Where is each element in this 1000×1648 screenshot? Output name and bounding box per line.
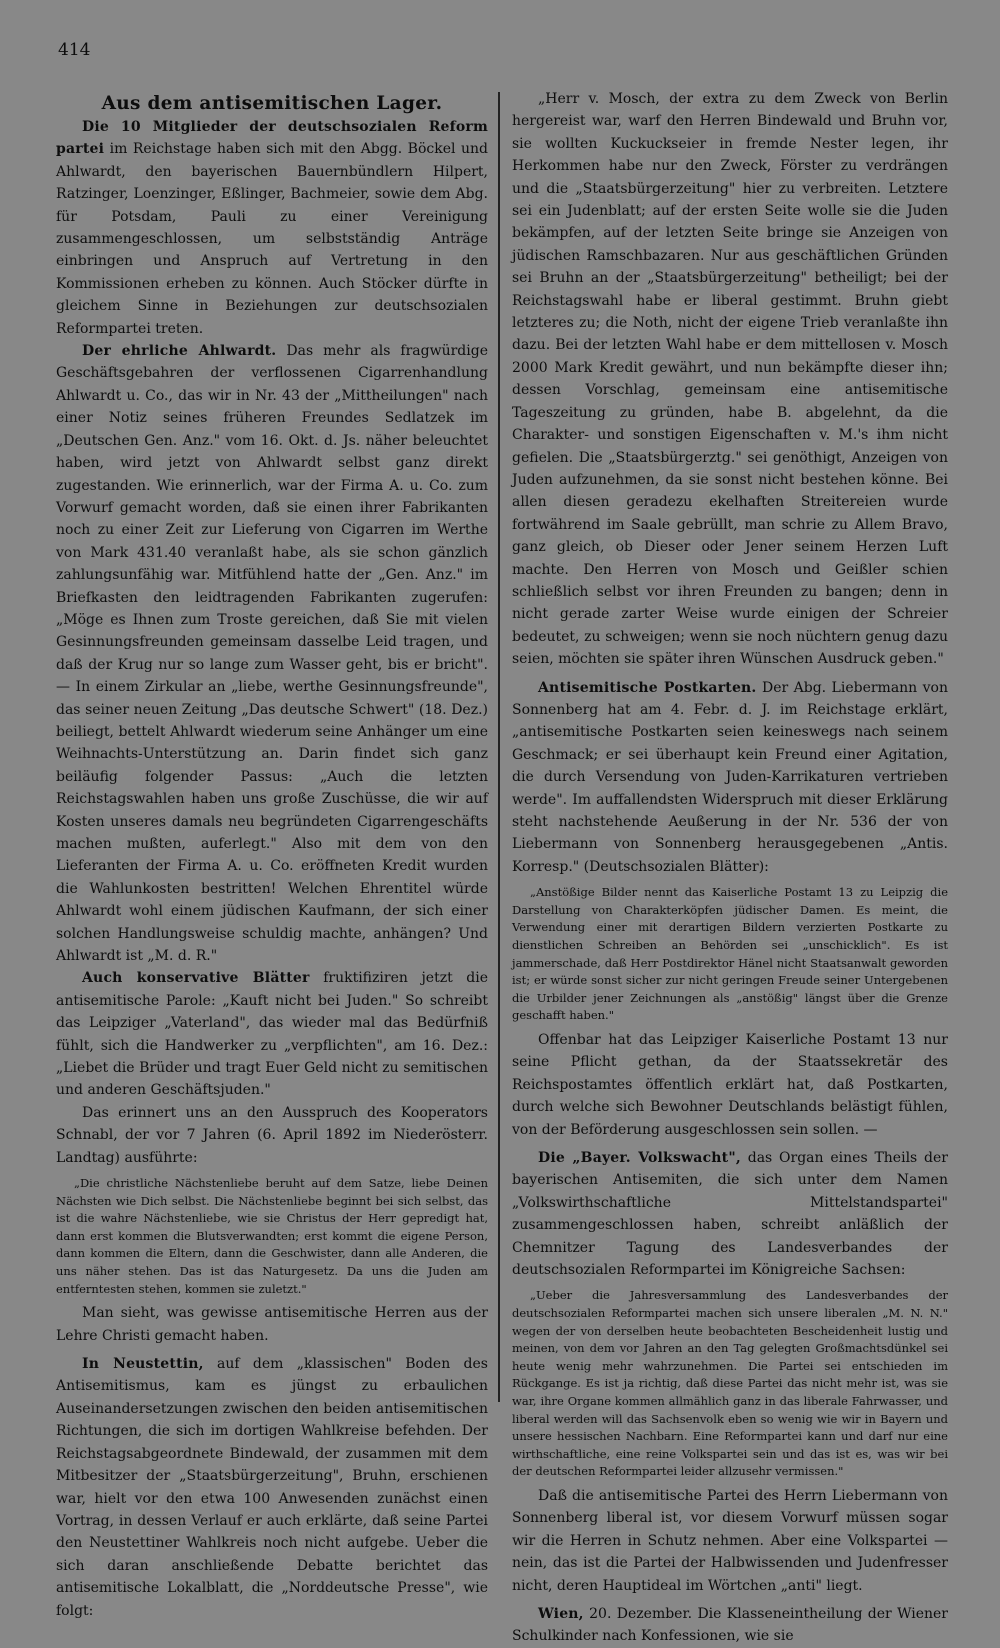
article-konservative: [56, 967, 488, 1101]
article-paragraph: Das erinnert uns an den Ausspruch des Kooperators Schnabl, der vor 7 Jahren (6. April 1892 im Niederösterr. Landtag) ausführte:: [56, 1104, 488, 1166]
article-text: Der Abg. Liebermann von Sonnenberg hat am 4. Febr. d. J. im Reichstage erklärt, „antisemitische Postkarten seien keineswegs nach seinem Geschmack; er sei überhaupt kein Freund einer Agitation, die durch Versendung von Juden-Karrikaturen vertrieben werde". Im auffallendsten Widerspruch mit dieser Erklärung steht nachstehende Aeußerung in der Nr. 536 der von Liebermann von Sonnenberg herausgegebenen „Antis. Korresp." (Deutschsozialen Blätter):: [512, 679, 949, 875]
article-heading: Wien,: [538, 1606, 584, 1622]
left-column: [56, 92, 488, 1622]
article-text: im Reichstage haben sich mit den Abgg. Böckel und Ahlwardt, den bayerischen Bauernbündlern Hilpert, Ratzinger, Loenzinger, Eßlinger, Bachmeier, sowie dem Abg. für Potsdam, Pauli zu einer Vereinigung zusammengeschlossen, um selbstständig Anträge einbringen und Anspruch auf Vertretung in den Kommissionen erheben zu können. Auch Stöcker dürfte in gleichem Sinne in Beziehungen zur deutschsozialen Reformpartei treten.: [56, 141, 488, 337]
block-quote: „Die christliche Nächstenliebe beruht auf dem Satze, liebe Deinen Nächsten wie Dich selbst. Die Nächstenliebe beginnt bei sich selbst, das ist die wahre Nächstenliebe, wie sie Christus der Herr gepredigt hat, dann erst kommen die Blutsverwandten; erst kommt die eigene Person, dann kommen die Eltern, dann die Geschwister, dann alle Anderen, die uns näher stehen. Das ist das Naturgesetz. Da uns die Juden am entferntesten stehen, kommen sie zuletzt.": [56, 1176, 488, 1296]
article-paragraph: Man sieht, was gewisse antisemitische Herren aus der Lehre Christi gemacht haben.: [56, 1305, 488, 1344]
article-heading: Antisemitische Postkarten.: [538, 679, 757, 696]
article-heading: Die „Bayer. Volkswacht",: [538, 1150, 741, 1166]
section-title: Aus dem antisemitischen Lager.: [101, 93, 443, 114]
column-divider: [498, 92, 500, 1402]
article-paragraph: Offenbar hat das Leipziger Kaiserliche Postamt 13 nur seine Pflicht gethan, da der Staatssekretär des Reichspostamtes öffentlich erklärt hat, daß Postkarten, durch welche sich Bewohner Deutschlands belästigt fühlen, von der Beförderung ausgeschlossen sein sollen. —: [512, 1031, 948, 1138]
article-reform-partei: [56, 116, 488, 340]
article-paragraph: Daß die antisemitische Partei des Herrn Liebermann von Sonnenberg liberal ist, vor diesem Vorwurf müssen sogar wir die Herren in Schutz nehmen. Aber eine Volkspartei — nein, das ist die Partei der Halbwissenden und Judenfresser nicht, deren Hauptideal im Wörtchen „anti" liegt.: [512, 1487, 948, 1594]
article-heading: Auch konservative Blätter: [82, 970, 310, 987]
article-paragraph: „Herr v. Mosch, der extra zu dem Zweck von Berlin hergereist war, warf den Herren Bindewald und Bruhn vor, sie wollten Kuckuckseier in fremde Nester legen, ihr Herkommen habe nur den Zweck, Förster zu verdrängen und die „Staatsbürgerzeitung" hier zu verbreiten. Letztere sei ein Judenblatt; auf der ersten Seite wolle sie die Juden bekämpfen, auf der letzten Seite bringe sie Anzeigen von jüdischen Ramschbazaren. Nur aus geschäftlichen Gründen sei Bruhn an der „Staatsbürgerzeitung" betheiligt; bei der Reichstagswahl habe er liberal gestimmt. Bruhn giebt letzteres zu; die Noth, nicht der eigene Trieb veranlaßte ihn dazu. Bei der letzten Wahl habe er dem mittellosen v. Mosch 2000 Mark Kredit gewährt, und nun bekämpfte dieser ihn; dessen Vorschlag, gemeinsam eine antisemitische Tageszeitung zu gründen, habe B. abgelehnt, da die Charakter- und sonstigen Eigenschaften v. M.'s ihm nicht gefielen. Die „Staatsbürgerztg." sei genöthigt, Anzeigen von Juden aufzunehmen, da sie sonst nicht bestehen könne. Bei allen diesen geradezu ekelhaften Streitereien wurde fortwährend im Saale gebrüllt, man schrie zu Allem Bravo, ganz gleich, ob Dieser oder Jener seinem Herzen Luft machte. Den Herren von Mosch und Geißler schien schließlich selbst vor ihren Freunden zu bangen; denn in nicht gerade zarter Weise wurde einigen der Schreier bedeutet, zu schweigen; wenn sie noch nüchtern genug dazu seien, möchten sie später ihren Wünschen Ausdruck geben.": [512, 91, 948, 668]
article-heading: In Neustettin,: [82, 1356, 204, 1373]
article-neustettin: [56, 1353, 488, 1622]
article-postkarten: [512, 677, 948, 879]
article-text: fruktifiziren jetzt die antisemitische Parole: „Kauft nicht bei Juden." So schreibt das Leipziger „Vaterland", das wieder mal das Bedürfniß fühlt, sich die Handwerker zu „verpflichten", am 16. Dez.: „Liebet die Brüder und tragt Euer Geld nicht zu semitischen und anderen Geschäftsjuden.": [56, 970, 489, 1099]
article-ahlwardt: [56, 340, 488, 967]
block-quote: „Anstößige Bilder nennt das Kaiserliche Postamt 13 zu Leipzig die Darstellung von Charakterköpfen jüdischer Damen. Es meint, die Verwendung einer mit derartigen Bildern verzierten Postkarte zu dienstlichen Schreiben an Behörden sei „unschicklich". Es ist jammerschade, daß Herr Postdirektor Hänel nicht Staatsanwalt geworden ist; er würde sonst sicher zur nicht geringen Freude seiner Untergebenen die Urbilder jener Zeichnungen als „anstößig" längst über die Grenze geschafft haben.": [512, 885, 948, 1023]
article-heading: Der ehrliche Ahlwardt.: [82, 343, 277, 360]
article-text: 20. Dezember. Die Klasseneintheilung der Wiener Schulkinder nach Konfessionen, wie sie: [512, 1606, 948, 1645]
article-heading: Die 10 Mitglieder der deutschsozialen Reform partei: [56, 119, 488, 158]
page-number: 414: [58, 40, 91, 60]
article-wien: [512, 1603, 948, 1648]
right-column: [512, 88, 948, 1648]
article-text: Das mehr als fragwürdige Geschäftsgebahren der verflossenen Cigarrenhandlung Ahlwardt u. Co., das wir in Nr. 43 der „Mittheilungen" nach einer Notiz seines früheren Freundes Sedlatzek im „Deutschen Gen. Anz." vom 16. Okt. d. Js. näher beleuchtet haben, wird jetzt von Ahlwardt selbst ganz direkt zugestanden. Wie erinnerlich, war der Firma A. u. Co. zum Vorwurf gemacht worden, daß sie einen ihrer Fabrikanten noch zu einer Zeit zur Lieferung von Cigarren im Werthe von Mark 431.40 veranlaßt habe, als sie schon gänzlich zahlungsunfähig war. Mitfühlend hatte der „Gen. Anz." im Briefkasten den leidtragenden Fabrikanten zugerufen: „Möge es Ihnen zum Troste gereichen, daß Sie mit vielen Gesinnungsfreunden gemeinsam dasselbe Leid tragen, und daß der Krug nur so lange zum Wasser geht, bis er bricht". — In einem Zirkular an „liebe, werthe Gesinnungsfreunde", das seiner neuen Zeitung „Das deutsche Schwert" (18. Dez.) beiliegt, bettelt Ahlwardt wiederum seine Anhänger um eine Weihnachts-Unterstützung an. Darin findet sich ganz beiläufig folgender Passus: „Auch die letzten Reichstagswahlen haben uns große Zuschüsse, die wir auf Kosten unseres damals neu begründeten Cigarrengeschäfts machen mußten, auferlegt." Also mit dem von den Lieferanten der Firma A. u. Co. eröffneten Kredit wurden die Wahlunkosten bestritten! Welchen Ehrentitel würde Ahlwardt wohl einem jüdischen Kaufmann, der sich einer solchen Handlungsweise schuldig machte, anhängen? Und Ahlwardt ist „M. d. R.": [56, 343, 488, 965]
article-text: auf dem „klassischen" Boden des Antisemitismus, kam es jüngst zu erbaulichen Auseinandersetzungen zwischen den beiden antisemitischen Richtungen, die sich im dortigen Wahlkreise befehden. Der Reichstagsabgeordnete Bindewald, der zusammen mit dem Mitbesitzer der „Staatsbürgerzeitung", Bruhn, erschienen war, hielt vor den etwa 100 Anwesenden zunächst einen Vortrag, in dessen Verlauf er auch erklärte, daß seine Partei den Neustettiner Wahlkreis noch nicht aufgebe. Ueber die sich daran anschließende Debatte berichtet das antisemitische Lokalblatt, die „Norddeutsche Presse", wie folgt:: [56, 1356, 488, 1619]
block-quote: „Ueber die Jahresversammlung des Landesverbandes der deutschsozialen Reformpartei machen sich unsere liberalen „M. N. N." wegen der von derselben heute beobachteten Bescheidenheit lustig und meinen, von dem vor Jahren an den Tag gelegten Großmachtsdünkel sei heute wenig mehr wahrzunehmen. Die Partei sei entschieden im Rückgange. Es ist ja richtig, daß diese Partei das nicht mehr ist, was sie war, ihre Organe kommen allmählich ganz in das liberale Fahrwasser, und liberal werden will das Sachsenvolk eben so wenig wie wir in Bayern und unsere hessischen Nachbarn. Eine Reformpartei kann und darf nur eine wirthschaftliche, eine reine Volkspartei sein und das ist es, was wir bei der deutschen Reformpartei leider allzusehr vermissen.": [512, 1288, 948, 1479]
article-text: das Organ eines Theils der bayerischen Antisemiten, die sich unter dem Namen „Volkswirthschaftliche Mittelstandspartei" zusammengeschlossen haben, schreibt anläßlich der Chemnitzer Tagung des Landesverbandes der deutschsozialen Reformpartei im Königreiche Sachsen:: [512, 1150, 948, 1279]
article-volkswacht: [512, 1147, 948, 1281]
